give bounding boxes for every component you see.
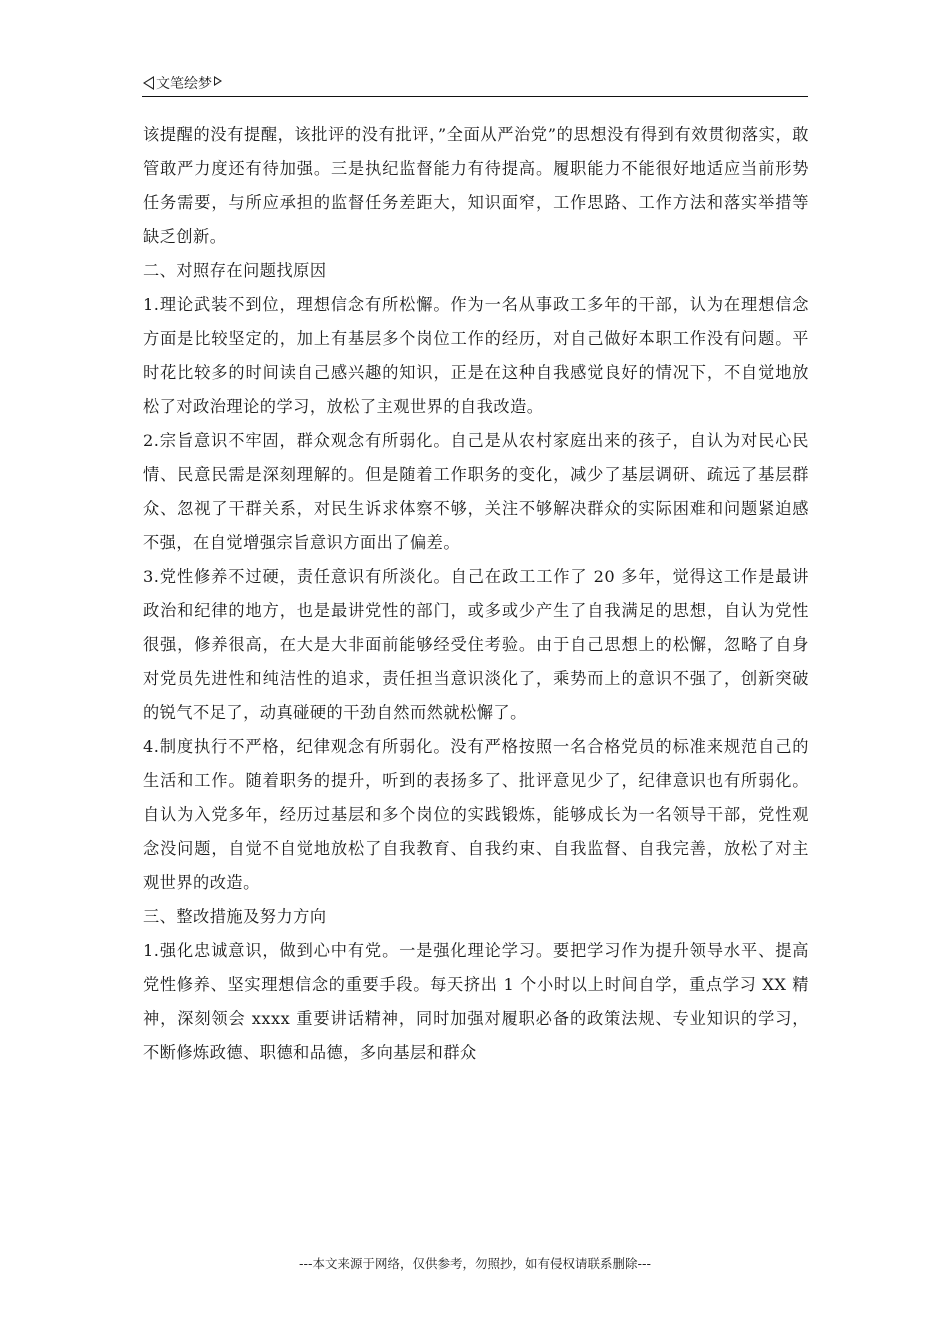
paragraph: 该提醒的没有提醒，该批评的没有批评，”全面从严治党”的思想没有得到有效贯彻落实，敢管敢严力度还有待加强。三是执纪监督能力有待提高。履职能力不能很好地适应当前形势任务需要，与所应承担的监督任务差距大，知识面窄，工作思路、工作方法和落实举措等缺乏创新。: [143, 125, 809, 246]
footer-note: ---本文来源于网络，仅供参考，勿照抄，如有侵权请联系删除---: [298, 1256, 652, 1271]
section-heading: 三、整改措施及努力方向: [143, 907, 327, 926]
paragraph: 2.宗旨意识不牢固，群众观念有所弱化。自己是从农村家庭出来的孩子，自认为对民心民情、民意民需是深刻理解的。但是随着工作职务的变化，减少了基层调研、疏远了基层群众、忽视了干群关系，对民生诉求体察不够，关注不够解决群众的实际困难和问题紧迫感不强，在自觉增强宗旨意识方面出了偏差。: [143, 431, 809, 552]
left-triangle-icon: [143, 76, 154, 90]
section-heading: 二、对照存在问题找原因: [143, 261, 327, 280]
header-rule: [142, 96, 808, 97]
paragraph: 1.强化忠诚意识，做到心中有党。一是强化理论学习。要把学习作为提升领导水平、提高党性修养、坚实理想信念的重要手段。每天挤出 1 个小时以上时间自学，重点学习 XX 精神，深刻领会 xxxx 重要讲话精神，同时加强对履职必备的政策法规、专业知识的学习，不断修炼政德、职德和品德，多向基层和群众: [143, 941, 809, 1062]
document-body: [143, 118, 809, 1070]
paragraph: 3.党性修养不过硬，责任意识有所淡化。自己在政工工作了 20 多年，觉得这工作是最讲政治和纪律的地方，也是最讲党性的部门，或多或少产生了自我满足的思想，自认为党性很强，修养很高，在大是大非面前能够经受住考验。由于自己思想上的松懈，忽略了自身对党员先进性和纯洁性的追求，责任担当意识淡化了，乘势而上的意识不强了，创新突破的锐气不足了，动真碰硬的干劲自然而然就松懈了。: [143, 567, 809, 722]
page-header: [143, 73, 222, 93]
right-triangle-icon: [214, 76, 222, 86]
paragraph: 4.制度执行不严格，纪律观念有所弱化。没有严格按照一名合格党员的标准来规范自己的生活和工作。随着职务的提升，听到的表扬多了、批评意见少了，纪律意识也有所弱化。自认为入党多年，经历过基层和多个岗位的实践锻炼，能够成长为一名领导干部，党性观念没问题，自觉不自觉地放松了自我教育、自我约束、自我监督、自我完善，放松了对主观世界的改造。: [143, 737, 809, 892]
header-title: 文笔绘梦: [156, 76, 212, 92]
paragraph: 1.理论武装不到位，理想信念有所松懈。作为一名从事政工多年的干部，认为在理想信念方面是比较坚定的，加上有基层多个岗位工作的经历，对自己做好本职工作没有问题。平时花比较多的时间读自己感兴趣的知识，正是在这种自我感觉良好的情况下，不自觉地放松了对政治理论的学习，放松了主观世界的自我改造。: [143, 295, 809, 416]
